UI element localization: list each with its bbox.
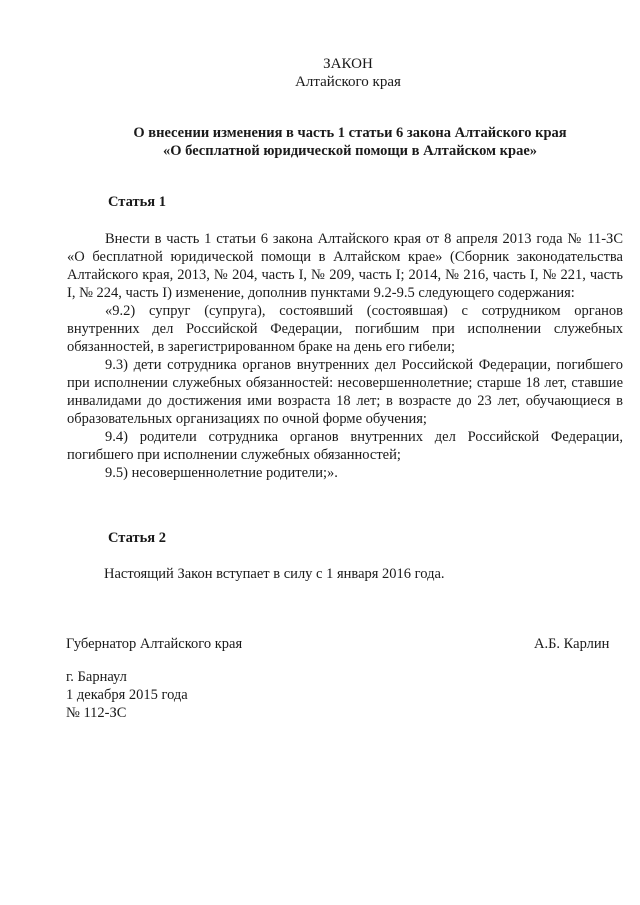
- signing-date: 1 декабря 2015 года: [66, 687, 188, 703]
- article-1-paragraph: Внести в часть 1 статьи 6 закона Алтайского края от 8 апреля 2013 года № 11-ЗС «О бесплатной юридической помощи в Алтайском крае» (Сборник законодательства Алтайского края, 2013, № 204, часть I, № 209, часть I; 2014, № 216, часть I, № 221, часть I, № 224, часть I) изменение, дополнив пунктами 9.2-9.5 следующего содержания:: [67, 231, 623, 301]
- article-1-item-9-3: 9.3) дети сотрудника органов внутренних дел Российской Федерации, погибшего при исполнении служебных обязанностей: несовершеннолетние; старше 18 лет, ставшие инвалидами до достижения ими возраста 18 лет; в возрасте до 23 лет, обучающиеся в образовательных организациях по очной форме обучения;: [67, 357, 623, 427]
- article-1-body: [67, 230, 623, 482]
- article-1-item-9-5: 9.5) несовершеннолетние родители;».: [105, 465, 338, 481]
- governor-name: А.Б. Карлин: [534, 636, 610, 652]
- article-1-item-9-2: «9.2) супруг (супруга), состоявший (состоявшая) с сотрудником органов внутренних дел Российской Федерации, погибшим при исполнении служебных обязанностей, в зарегистрированном браке на день его гибели;: [67, 303, 623, 355]
- law-subject-line-2: «О бесплатной юридической помощи в Алтайском крае»: [162, 143, 538, 159]
- law-subject-line-1: О внесении изменения в часть 1 статьи 6 закона Алтайского края: [133, 125, 567, 141]
- law-number: № 112-ЗС: [66, 705, 127, 721]
- article-2-text: Настоящий Закон вступает в силу с 1 января 2016 года.: [104, 566, 445, 582]
- signing-city: г. Барнаул: [66, 669, 127, 685]
- law-region: Алтайского края: [295, 74, 401, 90]
- law-title: ЗАКОН: [323, 56, 373, 72]
- article-2-heading: Статья 2: [108, 530, 166, 546]
- governor-title: Губернатор Алтайского края: [66, 636, 243, 652]
- article-1-heading: Статья 1: [108, 194, 166, 210]
- article-1-item-9-4: 9.4) родители сотрудника органов внутренних дел Российской Федерации, погибшего при исполнении служебных обязанностей;: [67, 429, 623, 463]
